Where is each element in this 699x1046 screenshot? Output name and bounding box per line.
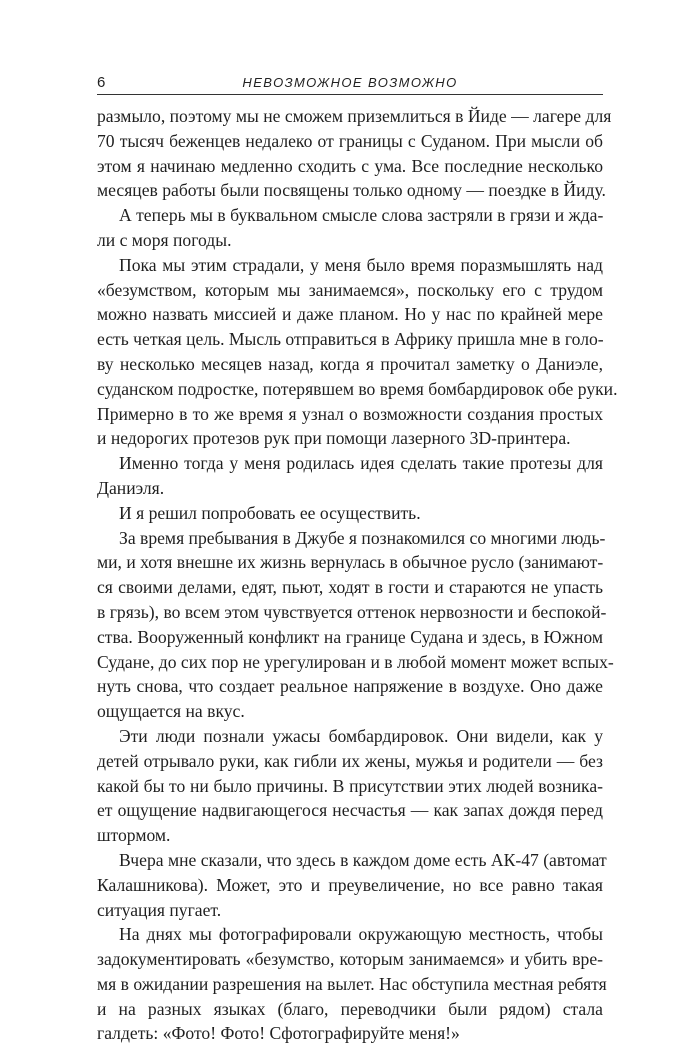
text-line: ми, и хотя внешне их жизнь вернулась в обычное русло (занимают- <box>97 552 604 573</box>
text-line: ет ощущение надвигающегося несчастья — как запах дождя перед <box>97 800 603 821</box>
running-title: НЕВОЗМОЖНОЕ ВОЗМОЖНО <box>242 75 458 90</box>
text-line: задокументировать «безумство, которым занимаемся» и убить вре- <box>97 949 603 970</box>
text-line: За время пребывания в Джубе я познакомился со многими людь- <box>119 527 606 548</box>
text-line: На днях мы фотографировали окружающую местность, чтобы <box>119 924 603 945</box>
text-line: ву несколько месяцев назад, когда я прочитал заметку о Даниэле, <box>97 353 603 374</box>
text-line: Пока мы этим страдали, у меня было время поразмышлять над <box>119 254 603 275</box>
text-line: мя в ожидании разрешения на вылет. Нас обступила местная ребятя <box>97 973 607 994</box>
text-line: Судане, до сих пор не урегулирован и в любой момент может вспых- <box>97 651 614 672</box>
text-line: и недорогих протезов рук при помощи лазерного 3D-принтера. <box>97 428 571 449</box>
text-line: детей отрывало руки, как гибли их жены, мужья и родители — без <box>97 750 603 771</box>
text-line: можно назвать миссией и даже планом. Но у нас по крайней мере <box>97 304 603 325</box>
text-line: «безумством, которым мы занимаемся», поскольку его с трудом <box>97 279 603 300</box>
text-line: ли с моря погоды. <box>97 229 232 250</box>
text-line: Примерно в то же время я узнал о возможности создания простых <box>97 403 603 424</box>
text-line: какой бы то ни было причины. В присутствии этих людей возника- <box>97 775 603 796</box>
text-line: штормом. <box>97 825 171 846</box>
text-line: в грязь), во всем этом чувствуется оттенок нервозности и беспокой- <box>97 601 607 622</box>
text-line: ситуация пугает. <box>97 899 222 920</box>
text-line: есть четкая цель. Мысль отправиться в Африку пришла мне в голо- <box>97 329 604 350</box>
text-line: Именно тогда у меня родилась идея сделать такие протезы для <box>119 453 603 474</box>
text-line: этом я начинаю медленно сходить с ума. Все последние несколько <box>97 155 603 176</box>
text-line: галдеть: «Фото! Фото! Сфотографируйте меня!» <box>97 1023 460 1044</box>
text-line: и на разных языках (благо, переводчики были рядом) стала <box>97 998 603 1019</box>
text-line: А теперь мы в буквальном смысле слова застряли в грязи и жда- <box>119 205 604 226</box>
text-line: нуть снова, что создает реальное напряжение в воздухе. Оно даже <box>97 676 603 697</box>
text-line: Даниэля. <box>97 477 165 498</box>
text-line: Эти люди познали ужасы бомбардировок. Они видели, как у <box>119 725 603 746</box>
text-line: И я решил попробовать ее осуществить. <box>119 502 421 523</box>
text-line: ся своими делами, едят, пьют, ходят в гости и стараются не упасть <box>97 577 603 598</box>
text-line: Калашникова). Может, это и преувеличение, но все равно такая <box>97 874 603 895</box>
page-number: 6 <box>97 74 106 91</box>
text-line: Вчера мне сказали, что здесь в каждом доме есть АК-47 (автомат <box>119 849 607 870</box>
text-line: месяцев работы были посвящены только одному — поездке в Йиду. <box>97 180 606 201</box>
text-line: ства. Вооруженный конфликт на границе Судана и здесь, в Южном <box>97 626 603 647</box>
running-head <box>97 72 603 95</box>
body-text <box>97 104 618 1046</box>
text-line: суданском подростке, потерявшем во время бомбардировок обе руки. <box>97 378 618 399</box>
text-line: ощущается на вкус. <box>97 701 245 722</box>
text-line: размыло, поэтому мы не сможем приземлиться в Йиде — лагере для <box>97 106 612 126</box>
text-line: 70 тысяч беженцев недалеко от границы с Суданом. При мысли об <box>97 130 603 151</box>
